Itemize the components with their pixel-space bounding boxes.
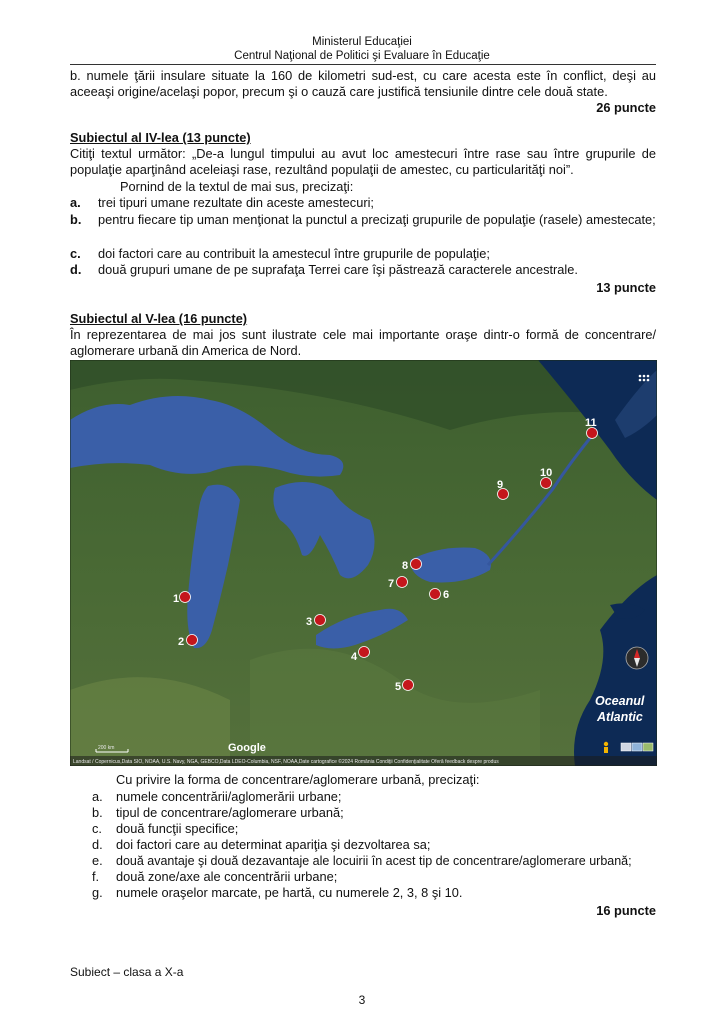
marker-4-label: 4: [351, 651, 358, 663]
list-marker: a.: [92, 789, 103, 804]
list-marker: e.: [92, 853, 103, 868]
marker-8-label: 8: [402, 560, 409, 572]
part5-points: 16 puncte: [596, 903, 656, 918]
part4-title: Subiectul al IV-lea (13 puncte): [70, 130, 251, 145]
marker-2-label: 2: [178, 636, 185, 648]
part5-item-a: [70, 789, 656, 805]
google-logo: Google: [228, 742, 266, 754]
list-text: două grupuri umane de pe suprafaţa Terrei care îşi păstrează caracterele ancestrale.: [98, 262, 578, 277]
marker-10-label: 10: [540, 467, 553, 479]
map-attribution: Landsat / Copernicus,Data SIO, NOAA, U.S. Navy, NGA, GEBCO,Data LDEO-Columbia, NSF, NOAA,Date cartografice ©2024 România Condiţii Confidenţialitate Oferă feedback despre produs: [73, 759, 499, 765]
marker-1-label: 1: [173, 593, 180, 605]
part3-item-b: b. numele ţării insulare situate la 160 de kilometri sud-est, cu care acesta este în conflict, deşi au aceeaşi origine/acelaşi popor, precum şi o cauză care justifică tensiunile dintre cele două state.: [70, 68, 656, 99]
part5-item-g: [70, 885, 656, 901]
part4-instruction: Pornind de la textul de mai sus, precizaţi:: [120, 179, 354, 194]
header-line-2: Centrul Naţional de Politici şi Evaluare în Educaţie: [234, 50, 490, 62]
marker-11[interactable]: [585, 417, 598, 439]
terrain-thumbnail[interactable]: [643, 743, 653, 751]
part4-item-c: [70, 246, 656, 262]
part4-item-d: [70, 262, 656, 278]
marker-9-label: 9: [497, 479, 504, 491]
satellite-map-graphic: [70, 360, 657, 766]
list-text: numele concentrării/aglomerării urbane;: [116, 789, 342, 804]
part5-title: Subiectul al V-lea (16 puncte): [70, 311, 248, 326]
list-marker: c.: [70, 246, 81, 261]
list-marker: b.: [70, 212, 82, 227]
part4-item-b: [70, 212, 656, 228]
list-text: pentru fiecare tip uman menţionat la punctul a precizaţi grupurile de populaţie (rasele) amestecate;: [98, 212, 656, 227]
map-type-thumbnail[interactable]: [621, 743, 631, 751]
list-marker: d.: [70, 262, 82, 277]
list-text: numele oraşelor marcate, pe hartă, cu numerele 2, 3, 8 şi 10.: [116, 885, 463, 900]
list-marker: b.: [92, 805, 103, 820]
footer-subject: Subiect – clasa a X-a: [70, 965, 184, 979]
list-text: două zone/axe ale concentrării urbane;: [116, 869, 338, 884]
part5-item-d: [70, 837, 656, 853]
list-text: trei tipuri umane rezultate din aceste amestecuri;: [98, 195, 374, 210]
farmland-area: [70, 677, 230, 766]
list-marker: c.: [92, 821, 102, 836]
header-line-1: Ministerul Educaţiei: [312, 36, 412, 48]
scale-label: 200 km: [98, 745, 115, 751]
part4-intro: Citiţi textul următor: „De-a lungul timpului au avut loc amestecuri între rase sau între grupurile de populaţie aparţinând aceleiaşi rase, rezultând populaţii de amestec, cu particularităţi noi”.: [70, 146, 656, 177]
list-text: două avantaje şi două dezavantaje ale locuirii în acest tip de concentrare/aglomerare urbană;: [116, 854, 632, 868]
list-marker: g.: [92, 885, 103, 900]
ocean-label-line-2: Atlantic: [597, 710, 643, 724]
list-text: două funcţii specifice;: [116, 821, 239, 836]
list-marker: d.: [92, 837, 103, 852]
part5-intro: În reprezentarea de mai jos sunt ilustrate cele mai importante oraşe dintr-o formă de concentrare/ aglomerare urbană din America de Nord.: [70, 327, 656, 358]
marker-3-label: 3: [306, 616, 313, 628]
list-text: doi factori care au determinat apariţia şi dezvoltarea sa;: [116, 837, 431, 852]
marker-10[interactable]: [540, 467, 552, 489]
marker-6-label: 6: [443, 589, 450, 601]
part5-item-f: [70, 869, 656, 885]
pegman-icon[interactable]: [604, 742, 608, 753]
part4-points: 13 puncte: [596, 280, 656, 295]
list-marker: a.: [70, 195, 81, 210]
part5-item-b: [70, 805, 656, 821]
marker-5-label: 5: [395, 681, 402, 693]
part4-item-a: [70, 195, 656, 211]
part5-item-e: [70, 853, 656, 869]
map-great-lakes: [70, 360, 657, 766]
part5-item-c: [70, 821, 656, 837]
page-number: 3: [358, 993, 366, 1007]
layer-thumbnail[interactable]: [632, 743, 642, 751]
header-divider: [70, 64, 656, 65]
marker-7-label: 7: [388, 578, 395, 590]
list-marker: f.: [92, 869, 100, 884]
ocean-label-line-1: Oceanul: [595, 694, 645, 708]
list-text: doi factori care au contribuit la amestecul între grupurile de populaţie;: [98, 246, 490, 261]
list-text: tipul de concentrare/aglomerare urbană;: [116, 805, 344, 820]
marker-11-label: 11: [585, 417, 597, 429]
part5-instruction: Cu privire la forma de concentrare/aglomerare urbană, precizaţi:: [116, 772, 480, 787]
part3-points: 26 puncte: [596, 100, 656, 115]
compass-icon[interactable]: [626, 647, 648, 669]
